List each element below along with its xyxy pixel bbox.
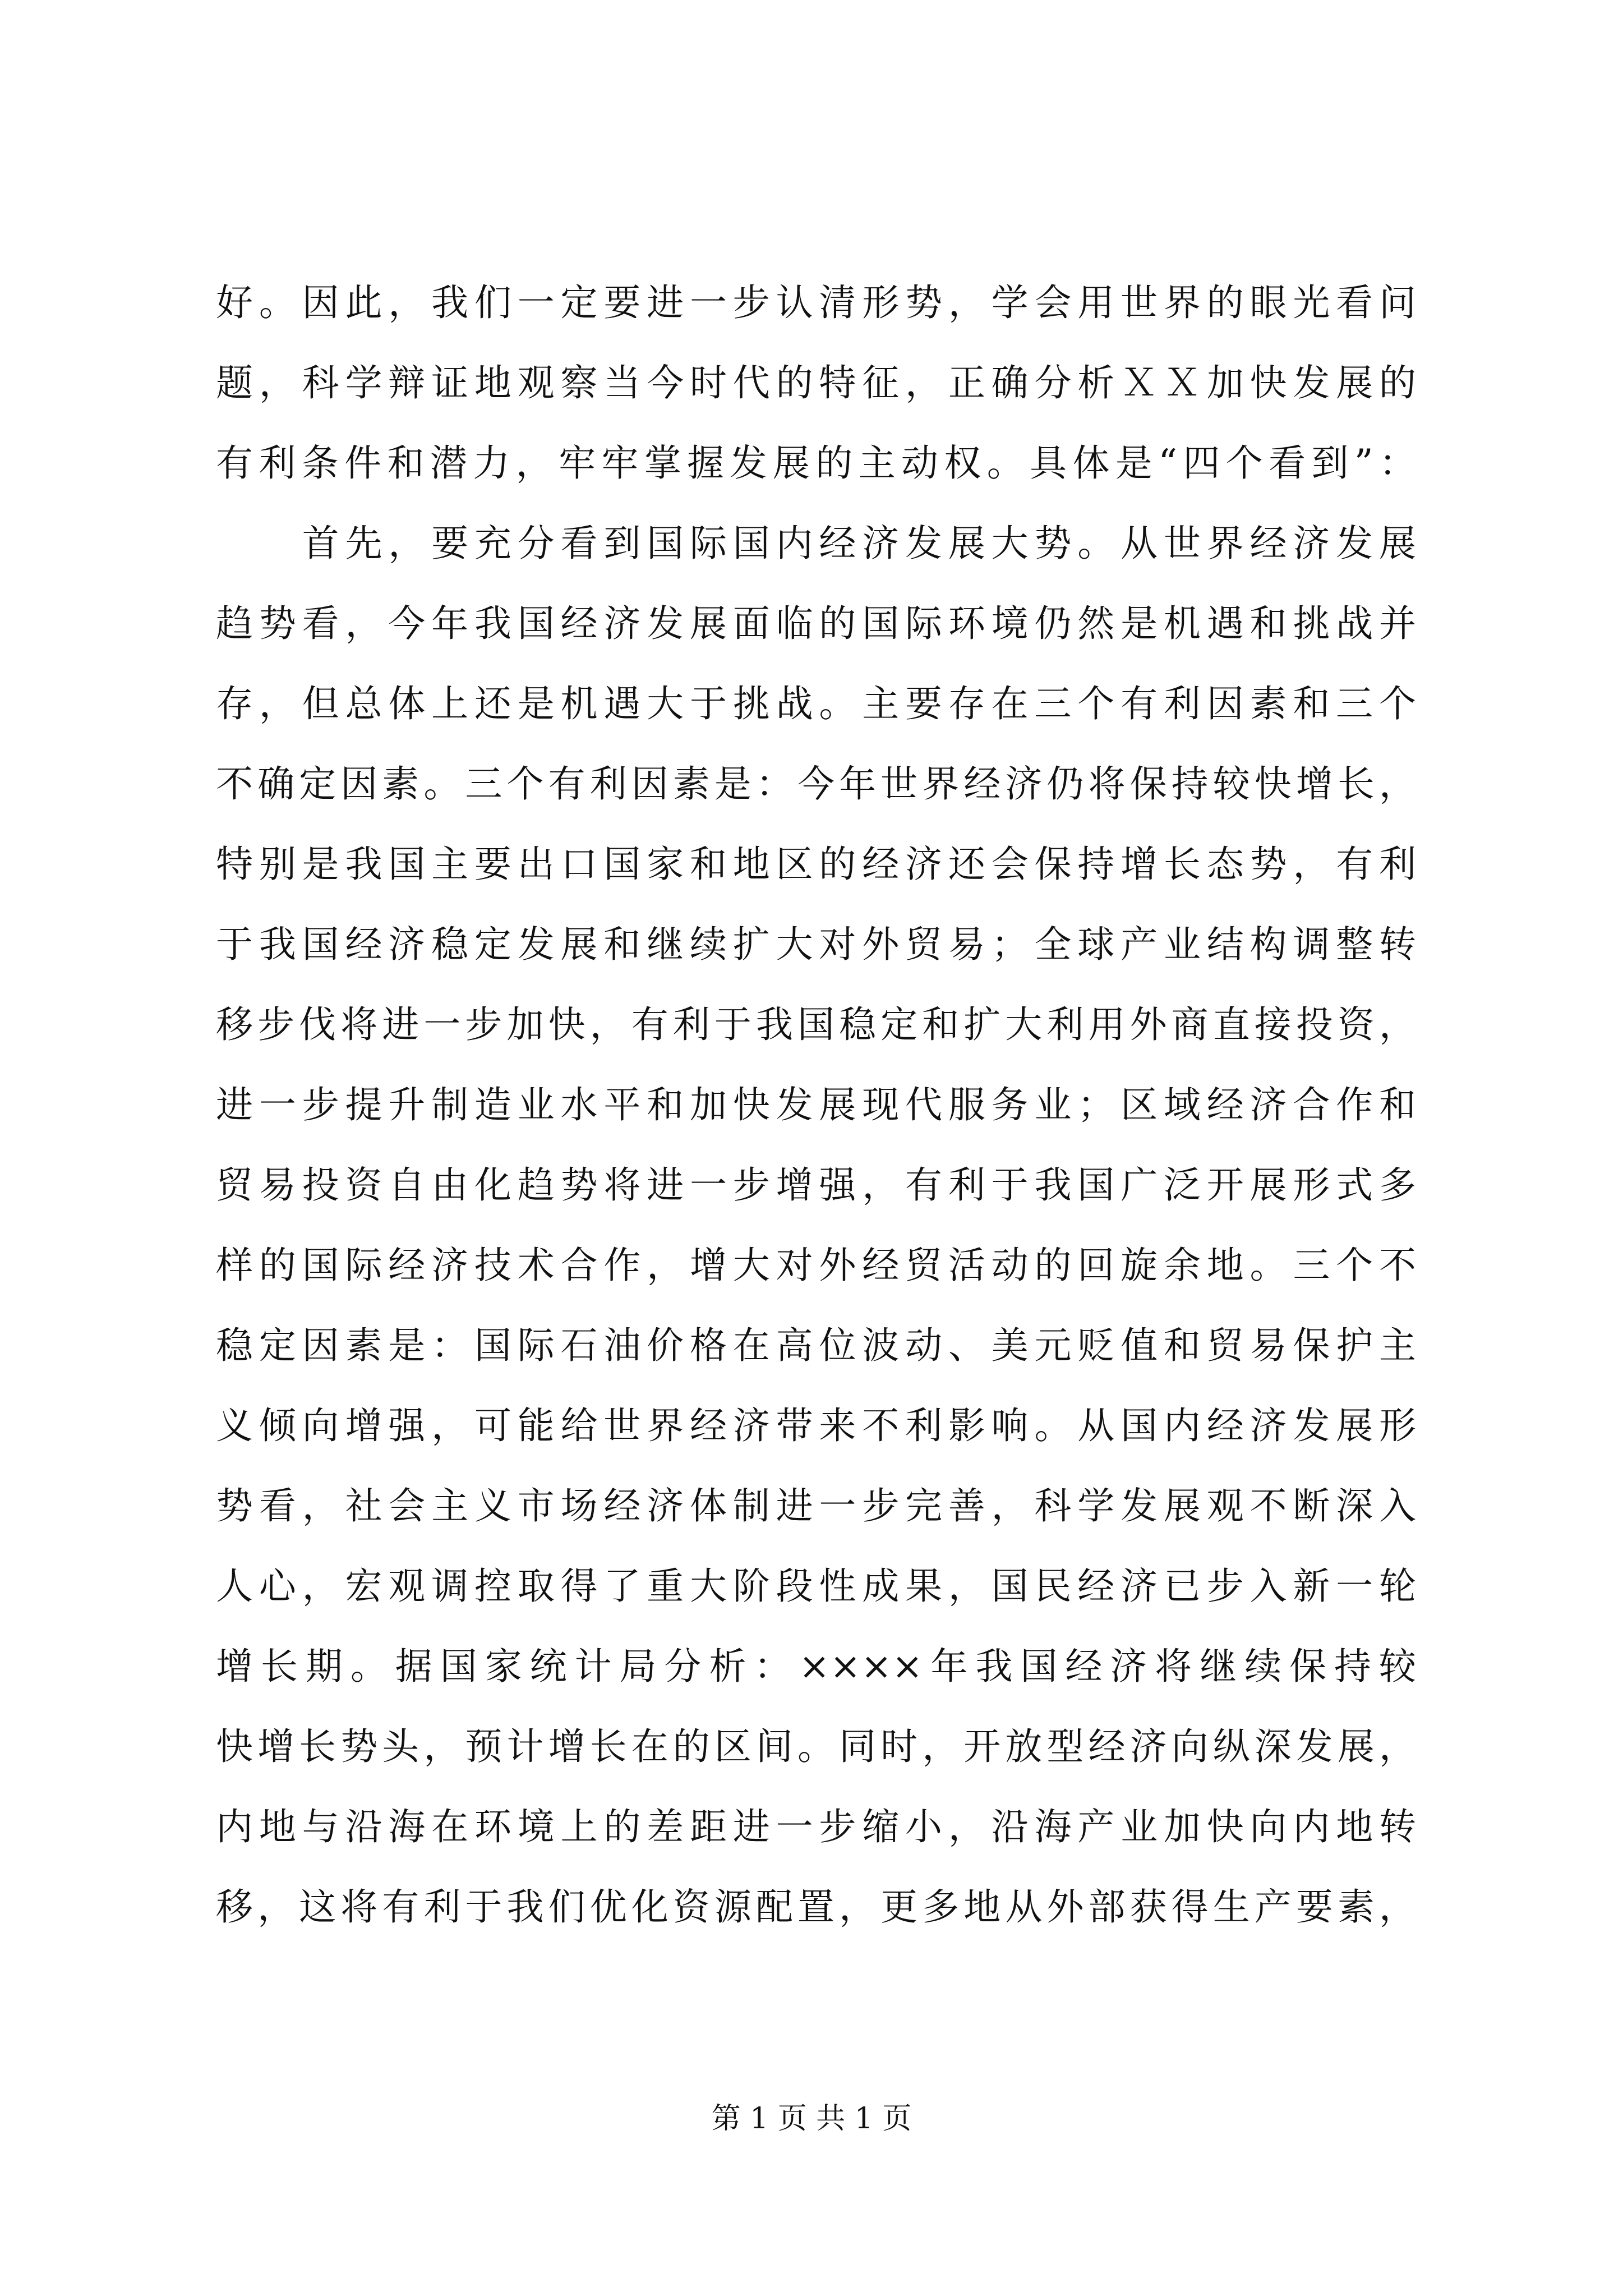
text-line: 于我国经济稳定发展和继续扩大对外贸易；全球产业结构调整转: [216, 923, 1416, 966]
text-line: 移，这将有利于我们优化资源配置，更多地从外部获得生产要素，: [216, 1885, 1416, 1929]
text-line: 样的国际经济技术合作，增大对外经贸活动的回旋余地。三个不: [216, 1244, 1416, 1287]
text-line: 不确定因素。三个有利因素是：今年世界经济仍将保持较快增长，: [216, 762, 1416, 806]
page-footer: 第 1 页 共 1 页: [711, 2102, 912, 2136]
text-line: 内地与沿海在环境上的差距进一步缩小，沿海产业加快向内地转: [216, 1805, 1416, 1848]
text-line: 增长期。据国家统计局分析：××××年我国经济将继续保持较: [216, 1645, 1416, 1688]
text-line: 有利条件和潜力，牢牢掌握发展的主动权。具体是“四个看到”：: [216, 441, 1416, 485]
text-line: 贸易投资自由化趋势将进一步增强，有利于我国广泛开展形式多: [216, 1163, 1416, 1207]
text-line: 首先，要充分看到国际国内经济发展大势。从世界经济发展: [216, 522, 1416, 565]
text-line: 题，科学辩证地观察当今时代的特征，正确分析ＸＸ加快发展的: [216, 361, 1416, 404]
body-text: [216, 263, 1416, 1947]
text-line: 存，但总体上还是机遇大于挑战。主要存在三个有利因素和三个: [216, 682, 1416, 725]
text-line: 快增长势头，预计增长在的区间。同时，开放型经济向纵深发展，: [216, 1725, 1416, 1768]
text-line: 进一步提升制造业水平和加快发展现代服务业；区域经济合作和: [216, 1083, 1416, 1126]
text-line: 人心，宏观调控取得了重大阶段性成果，国民经济已步入新一轮: [216, 1565, 1416, 1608]
text-line: 好。因此，我们一定要进一步认清形势，学会用世界的眼光看问: [216, 281, 1416, 324]
text-line: 特别是我国主要出口国家和地区的经济还会保持增长态势，有利: [216, 843, 1416, 886]
text-line: 移步伐将进一步加快，有利于我国稳定和扩大利用外商直接投资，: [216, 1003, 1416, 1046]
text-line: 势看，社会主义市场经济体制进一步完善，科学发展观不断深入: [216, 1484, 1416, 1527]
text-line: 稳定因素是：国际石油价格在高位波动、美元贬值和贸易保护主: [216, 1324, 1416, 1367]
text-line: 义倾向增强，可能给世界经济带来不利影响。从国内经济发展形: [216, 1404, 1416, 1447]
text-line: 趋势看，今年我国经济发展面临的国际环境仍然是机遇和挑战并: [216, 602, 1416, 645]
